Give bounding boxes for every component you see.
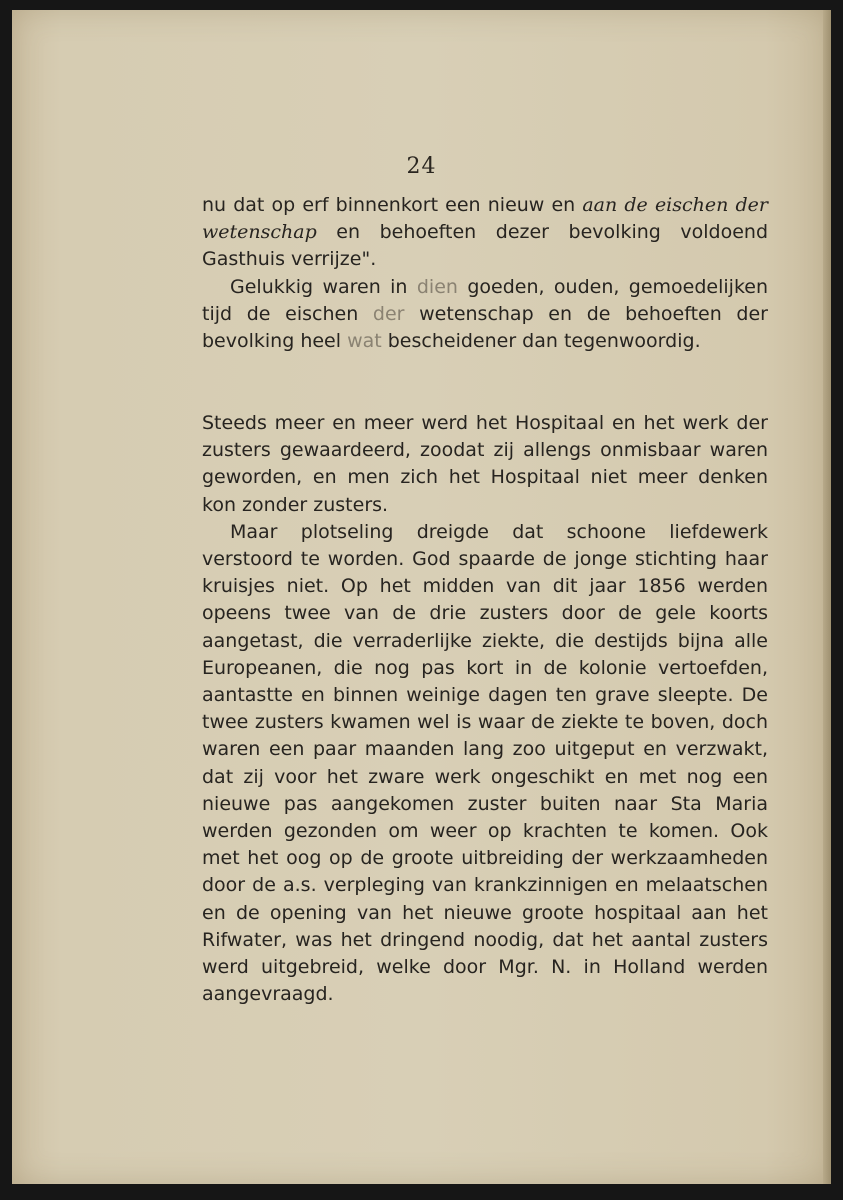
text-block-2 (202, 410, 768, 1008)
text-run: nu dat op erf binnenkort een nieuw en (202, 194, 583, 216)
italic-phrase: aan de eischen der wetenschap (202, 194, 768, 244)
faded-word: dien (416, 275, 458, 298)
book-page (12, 10, 831, 1184)
text-run: en behoeften dezer bevolking voldoend Gasthuis verrijze". (202, 221, 768, 271)
paragraph: Steeds meer en meer werd het Hospitaal en het werk der zusters gewaardeerd, zoodat zij allengs onmisbaar waren geworden, en men zich het Hospitaal niet meer denken kon zonder zusters. (202, 412, 768, 516)
faded-word: wat (347, 330, 382, 353)
paragraph (202, 274, 768, 356)
text-run: bescheidener dan tegenwoordig. (381, 330, 701, 353)
faded-word: der (372, 302, 405, 325)
paragraph (202, 192, 768, 274)
text-run: Gelukkig waren in (230, 275, 417, 298)
text-run: goeden, ouden, gemoedelijken tijd de eischen (202, 275, 768, 325)
text-block-1 (202, 192, 768, 355)
text-run: wetenschap en de behoeften der bevolking heel (202, 302, 768, 353)
page-number: 24 (406, 154, 437, 179)
page-spine-edge (823, 10, 831, 1184)
paragraph: Maar plotseling dreigde dat schoone liefdewerk verstoord te worden. God spaarde de jonge stichting haar kruisjes niet. Op het midden van dit jaar 1856 werden opeens twee van de drie zusters door de gele koorts aangetast, die verraderlijke ziekte, die destijds bijna alle Europeanen, die nog pas kort in de kolonie vertoefden, aantastte en binnen weinige dagen ten grave sleepte. De twee zusters kwamen wel is waar de ziekte te boven, doch waren een paar maanden lang zoo uitgeput en verzwakt, dat zij voor het zware werk ongeschikt en met nog een nieuwe pas aangekomen zuster buiten naar Sta Maria werden gezonden om weer op krachten te komen. Ook met het oog op de groote uitbreiding der werkzaamheden door de a.s. verpleging van krankzinnigen en melaatschen en de opening van het nieuwe groote hospitaal aan het Rifwater, was het dringend noodig, dat het aantal zusters werd uitgebreid, welke door Mgr. N. in Holland werden aangevraagd. (202, 520, 768, 1006)
